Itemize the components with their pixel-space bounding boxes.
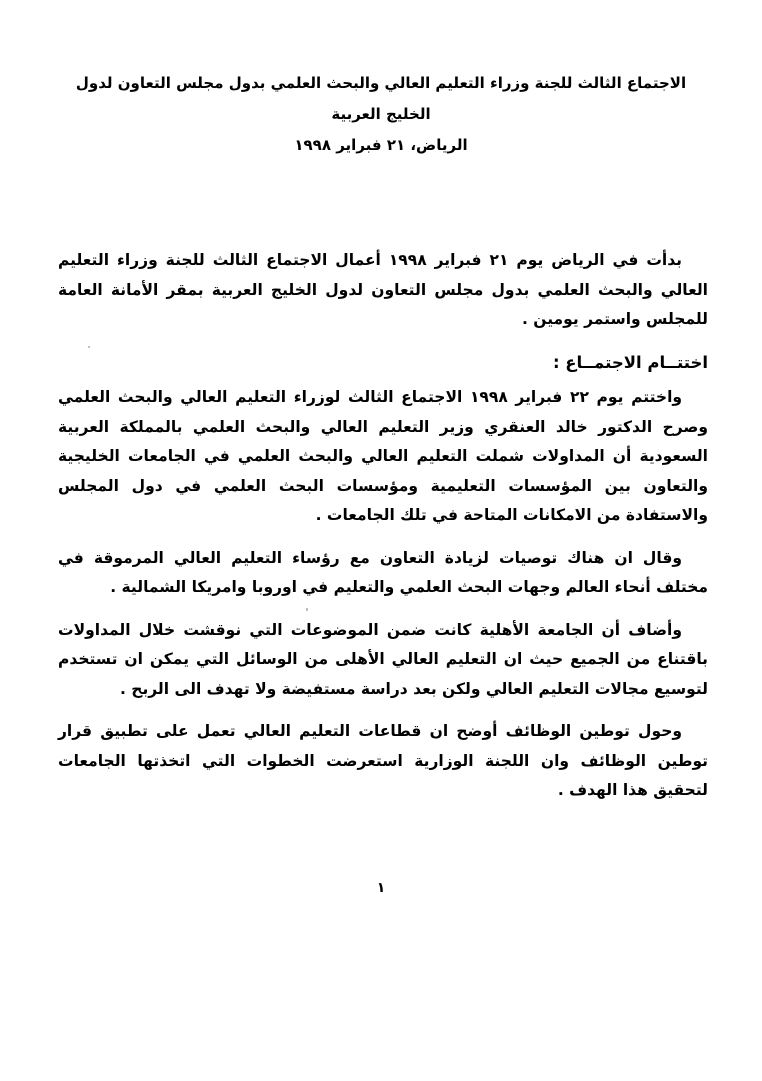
scan-noise-speck: [88, 346, 90, 348]
paragraph-closing-3: وأضاف أن الجامعة الأهلية كانت ضمن الموضوعات التي نوقشت خلال المداولات باقتناع من الجميع حيث ان التعليم العالي الأهلى من الوسائل التي يمكن ان تستخدم لتوسيع مجالات التعليم العالي ولكن بعد دراسة مستفيضة ولا تهدف الى الربح .: [58, 620, 708, 698]
document-title-line-1: الاجتماع الثالث للجنة وزراء التعليم العالي والبحث العلمي بدول مجلس التعاون لدول الخليج العربية: [75, 74, 687, 123]
paragraph-closing-2: وقال ان هناك توصيات لزيادة التعاون مع رؤساء التعليم العالي المرموقة في مختلف أنحاء العالم وجهات البحث العلمي والتعليم في اوروبا وامريكا الشمالية .: [58, 548, 708, 596]
document-title: [56, 68, 706, 161]
paragraph-closing-4: وحول توطين الوظائف أوضح ان قطاعات التعليم العالي تعمل على تطبيق قرار توطين الوظائف وان اللجنة الوزارية استعرضت الخطوات التي اتخذتها الجامعات لتحقيق هذا الهدف .: [58, 722, 708, 799]
page-number: ١: [376, 880, 386, 896]
scan-noise-speck: [430, 553, 432, 555]
document-body: [58, 246, 708, 819]
scan-noise-speck: [306, 608, 308, 611]
section-heading-closing: اختتــام الاجتمــاع :: [552, 352, 708, 372]
paragraph-intro: بدأت في الرياض يوم ٢١ فبراير ١٩٩٨ أعمال الاجتماع الثالث للجنة وزراء التعليم العالي والبحث العلمي بدول مجلس التعاون لدول الخليج العربية بمقر الأمانة العامة للمجلس واستمر يومين .: [58, 251, 708, 328]
document-title-line-2: الرياض، ٢١ فبراير ١٩٩٨: [294, 136, 468, 154]
paragraph-closing-1: واختتم يوم ٢٢ فبراير ١٩٩٨ الاجتماع الثالث لوزراء التعليم العالي والبحث العلمي وصرح الدكتور خالد العنقري وزير التعليم العالي والبحث العلمي بالمملكة العربية السعودية أن المداولات شملت التعليم العالي والبحث العلمي في الجامعات الخليجية والتعاون بين المؤسسات التعليمية ومؤسسات البحث العلمي في دول المجلس والاستفادة من الامكانات المتاحة في تلك الجامعات .: [58, 388, 708, 524]
